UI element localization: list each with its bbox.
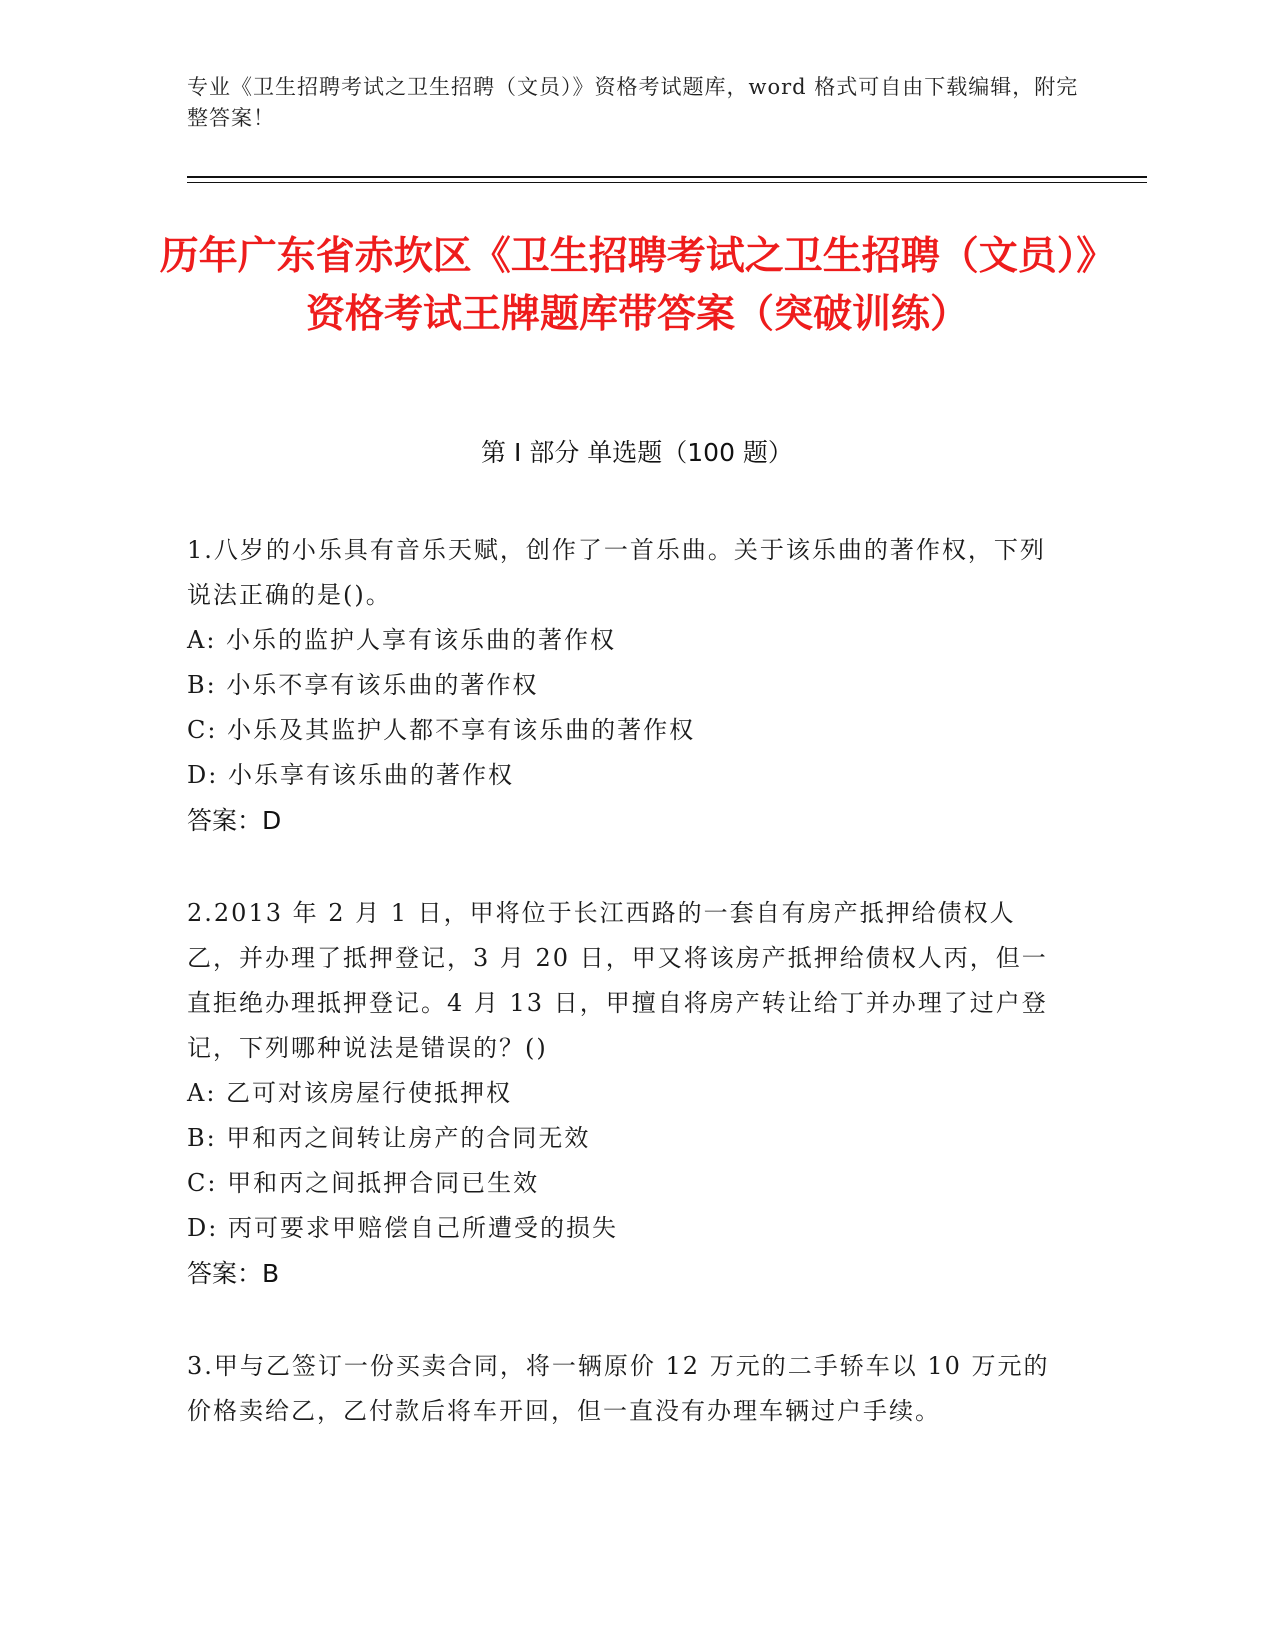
option-d: D: 小乐享有该乐曲的著作权	[187, 761, 514, 789]
option-a: A: 乙可对该房屋行使抵押权	[187, 1079, 513, 1107]
answer-label: 答案：B	[187, 1259, 280, 1288]
option-b: B: 小乐不享有该乐曲的著作权	[187, 671, 539, 699]
question-text: 2.2013 年 2 月 1 日，甲将位于长江西路的一套自有房产抵押给债权人乙，并办理了抵押登记，3 月 20 日，甲又将该房产抵押给债权人丙，但一直拒绝办理抵押登记。4 月 13 日，甲擅自将房产转让给丁并办理了过户登记，下列哪种说法是错误的？()	[187, 899, 1048, 1062]
option-c: C: 甲和丙之间抵押合同已生效	[187, 1169, 540, 1197]
header-rule-thick	[187, 176, 1147, 178]
answer-label: 答案：D	[187, 806, 282, 835]
option-d: D: 丙可要求甲赔偿自己所遭受的损失	[187, 1214, 618, 1242]
question-list	[187, 528, 1067, 1482]
option-b: B: 甲和丙之间转让房产的合同无效	[187, 1124, 591, 1152]
question-2	[187, 891, 1067, 1296]
option-c: C: 小乐及其监护人都不享有该乐曲的著作权	[187, 716, 696, 744]
question-3	[187, 1344, 1067, 1434]
option-a: A: 小乐的监护人享有该乐曲的著作权	[187, 626, 617, 654]
section-heading: 第 I 部分 单选题（100 题）	[481, 438, 793, 467]
header-note: 专业《卫生招聘考试之卫生招聘（文员）》资格考试题库，word 格式可自由下载编辑，附完整答案！	[187, 75, 1079, 130]
question-text: 1.八岁的小乐具有音乐天赋，创作了一首乐曲。关于该乐曲的著作权，下列说法正确的是()。	[187, 536, 1046, 609]
question-1	[187, 528, 1067, 843]
question-text: 3.甲与乙签订一份买卖合同，将一辆原价 12 万元的二手轿车以 10 万元的价格卖给乙，乙付款后将车开回，但一直没有办理车辆过户手续。	[187, 1352, 1050, 1425]
document-title: 历年广东省赤坎区《卫生招聘考试之卫生招聘（文员）》资格考试王牌题库带答案（突破训练）	[159, 234, 1116, 337]
header-rule-thin	[187, 182, 1147, 183]
